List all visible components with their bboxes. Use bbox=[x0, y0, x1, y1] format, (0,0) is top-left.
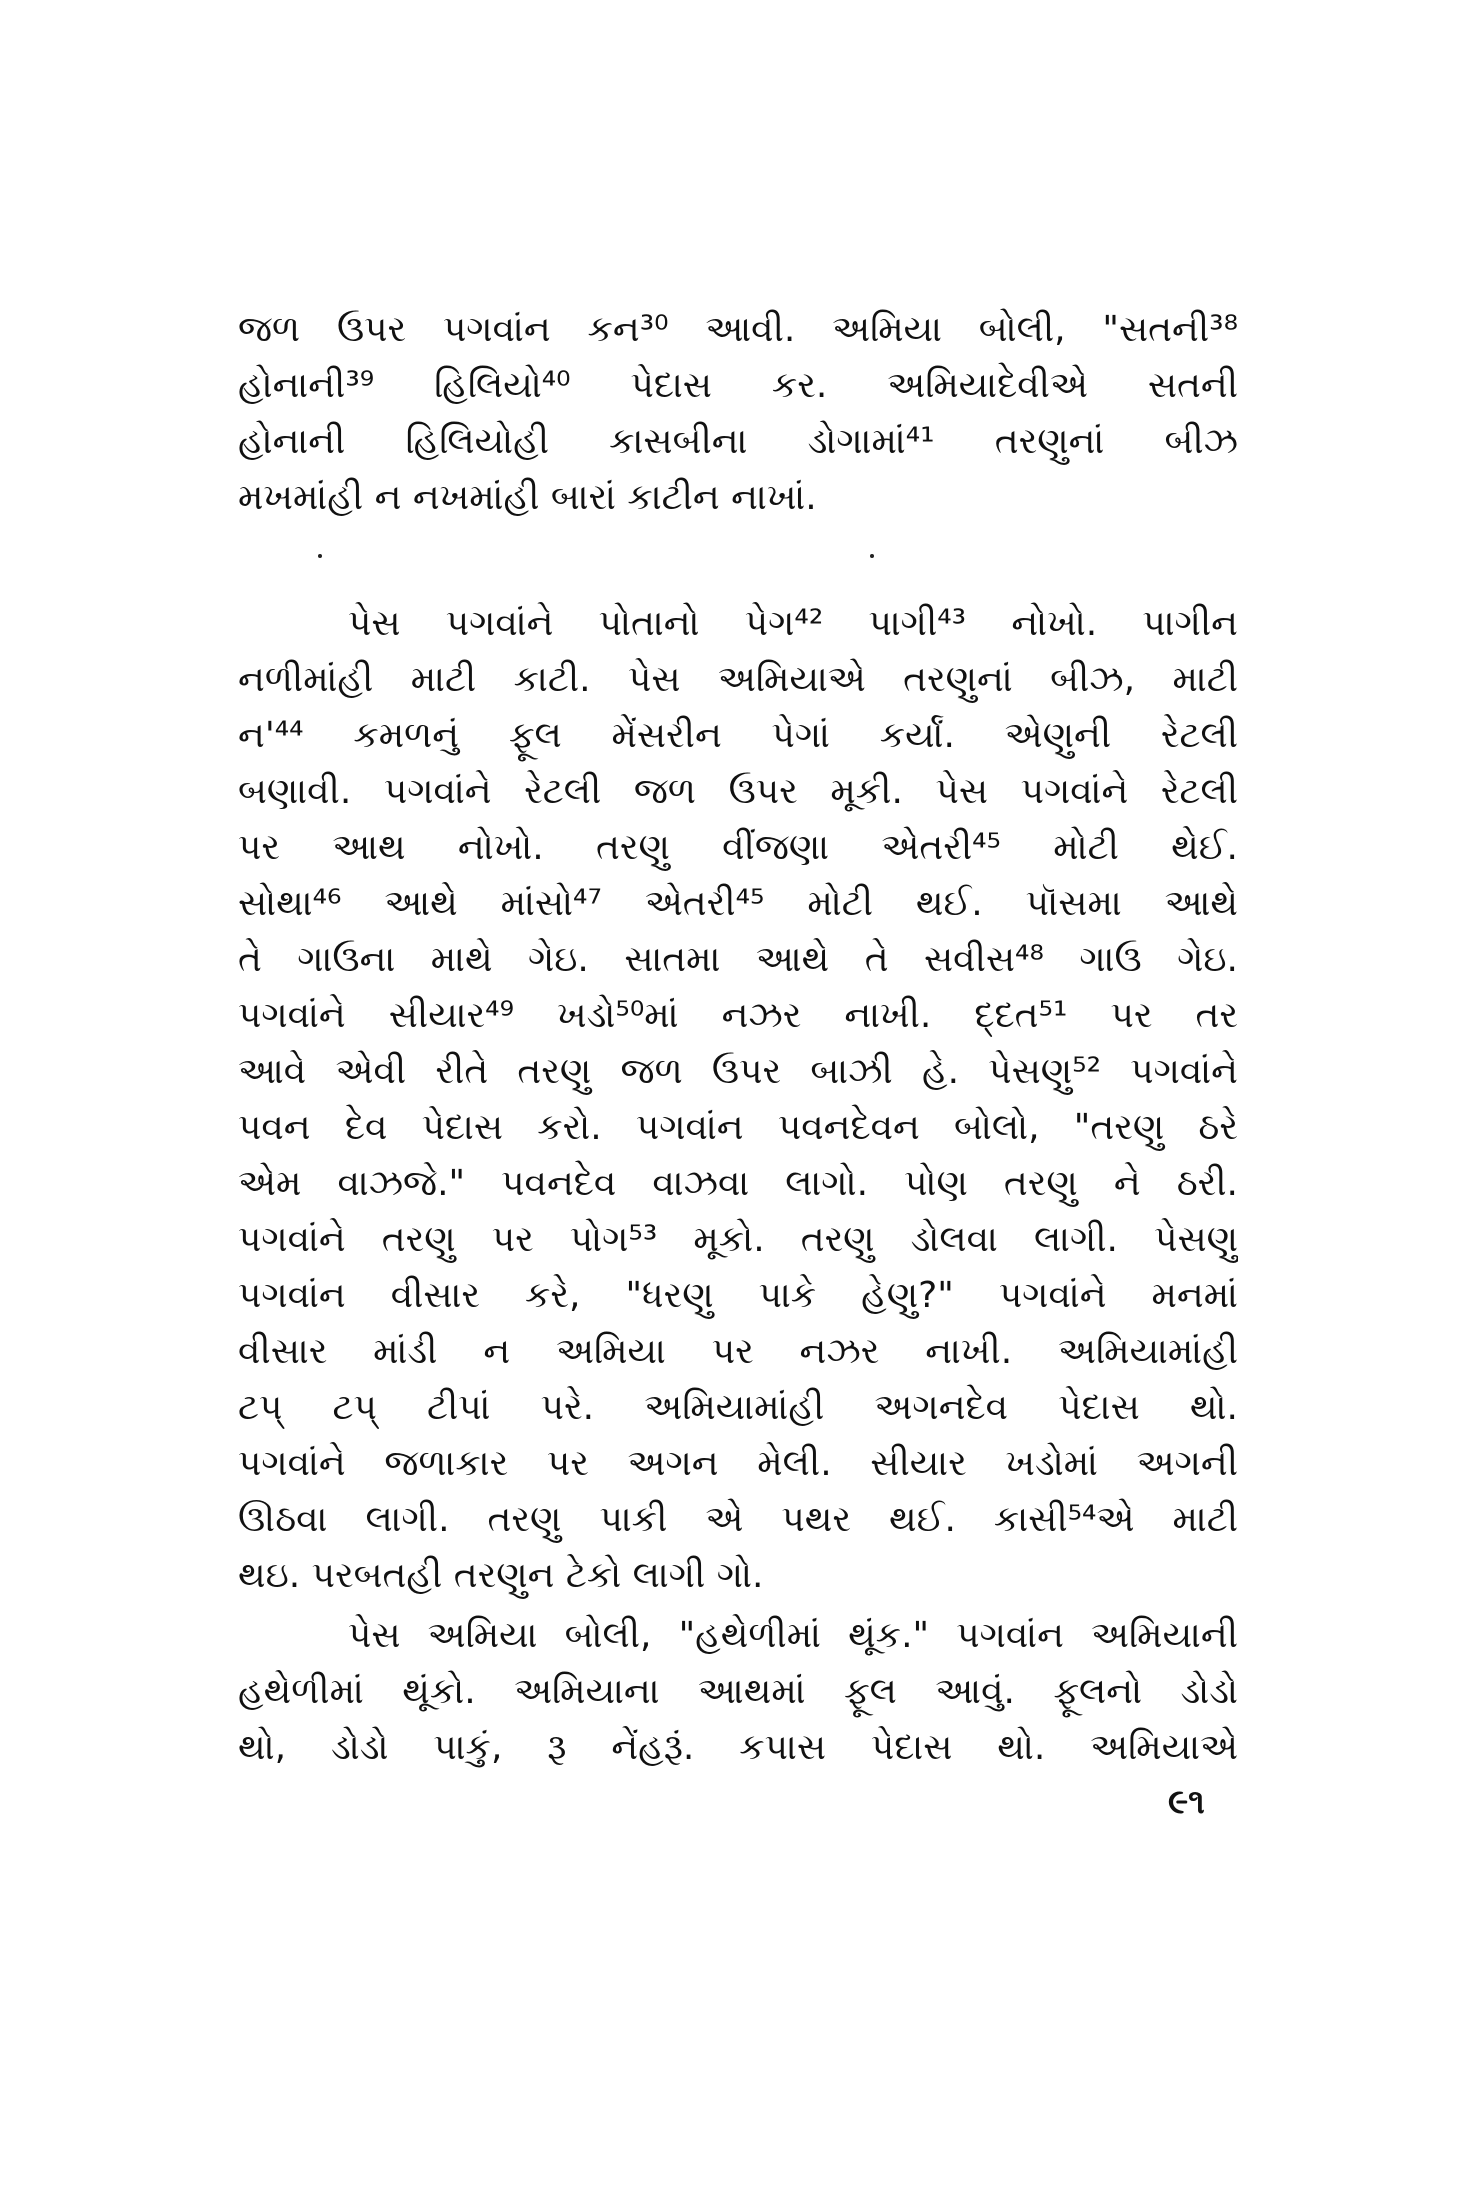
paragraph-line: જળ ઉપર પગવાંન કન³⁰ આવી. અમિયા બોલી, "સતની³⁸ bbox=[238, 309, 1238, 350]
paragraph-line: આવે એવી રીતે તરણુ જળ ઉપર બાઝી હે. પેસણુ⁵² પગવાંને bbox=[238, 1051, 1238, 1092]
paragraph-line: પગવાંને જળાકાર પર અગન મેલી. સીયાર ખડોમાં અગની bbox=[238, 1443, 1238, 1484]
paragraph-line: બણાવી. પગવાંને રેટલી જળ ઉપર મૂકી. પેસ પગવાંને રેટલી bbox=[238, 771, 1238, 812]
paragraph-line: ન'⁴⁴ કમળનું ફૂલ મેંસરીન પેગાં કર્યાં. એણુની રેટલી bbox=[238, 715, 1238, 756]
paragraph-line: ઊઠવા લાગી. તરણુ પાકી એ પથર થઈ. કાસી⁵⁴એ માટી bbox=[238, 1499, 1238, 1540]
paragraph-line: સોથા⁴⁶ આથે માંસો⁴⁷ એતરી⁴⁵ મોટી થઈ. પૉસમા આથે bbox=[238, 883, 1238, 924]
paragraph-line: હોનાની³⁹ હિલિયો⁴⁰ પેદાસ કર. અમિયાદેવીએ સતની bbox=[238, 365, 1238, 406]
paragraph-line: તે ગાઉના માથે ગેઇ. સાતમા આથે તે સવીસ⁴⁸ ગાઉ ગેઇ. bbox=[238, 939, 1238, 980]
paragraph-line: પવન દેવ પેદાસ કરો. પગવાંન પવનદેવન બોલો, "તરણુ ઠરે bbox=[238, 1107, 1238, 1148]
paragraph-2 bbox=[238, 596, 1238, 1604]
paragraph-line: મખમાંહી ન નખમાંહી બારાં કાટીન નાખાં. bbox=[238, 477, 817, 518]
paragraph-line: ટપ્ ટપ્ ટીપાં પરે. અમિયામાંહી અગનદેવ પેદાસ થો. bbox=[238, 1387, 1238, 1428]
paragraph-line: હથેળીમાં થૂંકો. અમિયાના આથમાં ફૂલ આવું. ફૂલનો ડોડો bbox=[238, 1671, 1238, 1712]
paragraph-line: પગવાંને તરણુ પર પોગ⁵³ મૂકો. તરણુ ડોલવા લાગી. પેસણુ bbox=[238, 1219, 1238, 1260]
paragraph-line: પેસ અમિયા બોલી, "હથેળીમાં થૂંક." પગવાંન અમિયાની bbox=[348, 1615, 1238, 1656]
print-speck bbox=[318, 554, 322, 558]
print-speck bbox=[870, 554, 874, 558]
paragraph-line: પેસ પગવાંને પોતાનો પેગ⁴² પાગી⁴³ નોખો. પાગીન bbox=[348, 603, 1238, 644]
paragraph-3 bbox=[238, 1608, 1238, 1776]
paragraph-line: થઇ. પરબતહી તરણુન ટેકો લાગી ગો. bbox=[238, 1555, 764, 1596]
paragraph-line: એમ વાઝજે." પવનદેવ વાઝવા લાગો. પોણ તરણુ ને ઠરી. bbox=[238, 1163, 1238, 1204]
paragraph-1 bbox=[238, 302, 1238, 526]
paragraph-line: થો, ડોડો પાકું, રૂ નેંહરૂં. કપાસ પેદાસ થો. અમિયાએ bbox=[238, 1727, 1238, 1768]
paragraph-line: પર આથ નોખો. તરણુ વીંજણા એતરી⁴⁵ મોટી થેઈ. bbox=[238, 827, 1238, 868]
paragraph-line: પગવાંને સીયાર⁴⁹ ખડો⁵⁰માં નઝર નાખી. દ્દત⁵¹ પર તર bbox=[238, 995, 1238, 1036]
paragraph-line: નળીમાંહી માટી કાટી. પેસ અમિયાએ તરણુનાં બીઝ, માટી bbox=[238, 659, 1238, 700]
paragraph-line: પગવાંન વીસાર કરે, "ધરણુ પાકે હેણુ?" પગવાંને મનમાં bbox=[238, 1275, 1238, 1316]
page-number: ૯૧ bbox=[1168, 1782, 1205, 1822]
paragraph-line: વીસાર માંડી ન અમિયા પર નઝર નાખી. અમિયામાંહી bbox=[238, 1331, 1238, 1372]
paragraph-line: હોનાની હિલિયોહી કાસબીના ડોગામાં⁴¹ તરણુનાં બીઝ bbox=[238, 421, 1238, 462]
